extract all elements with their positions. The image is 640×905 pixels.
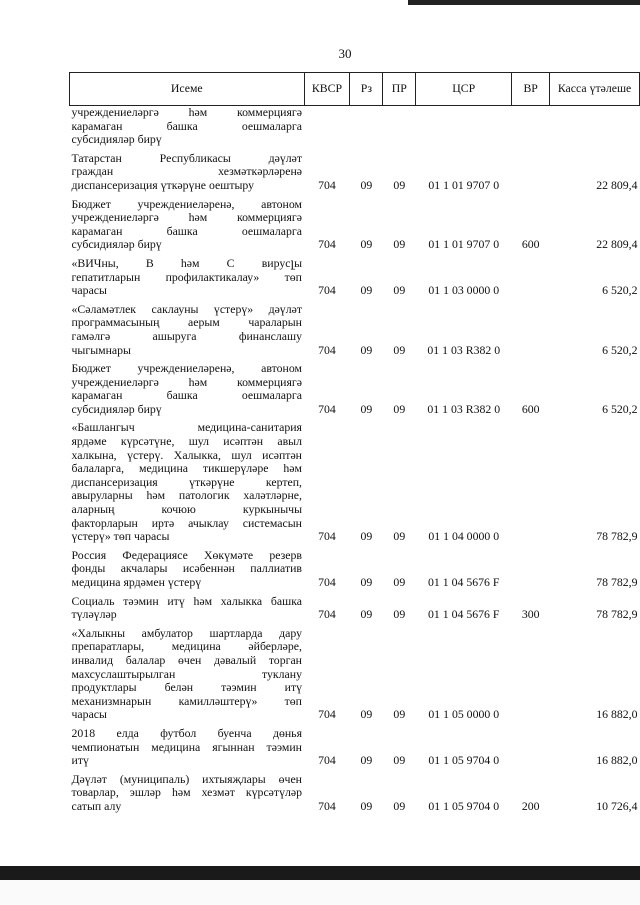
row-name-line: субсидияләр бирү — [71, 237, 162, 252]
row-csr: 01 1 01 9707 0 — [428, 177, 500, 192]
row-rz: 09 — [360, 401, 373, 416]
row-amount: 16 882,0 — [596, 753, 638, 768]
table-row — [70, 198, 640, 257]
row-csr — [416, 106, 512, 152]
table-row — [70, 257, 640, 303]
row-name-line: карамаган башка оешмаларга — [71, 223, 302, 238]
row-pr: 09 — [393, 707, 406, 722]
row-kvsr: 704 — [318, 798, 336, 813]
row-csr: 01 1 04 5676 F — [428, 575, 500, 589]
table-row — [70, 627, 640, 727]
row-name — [70, 549, 305, 595]
row-pr — [383, 106, 416, 152]
row-name-line: граждан хезмәткәрләренә — [71, 164, 302, 179]
row-vr — [512, 106, 550, 152]
row-rz: 09 — [360, 707, 373, 722]
row-pr: 09 — [393, 342, 406, 357]
header-rz: Рз — [350, 73, 383, 106]
row-pr: 09 — [393, 529, 406, 544]
row-rz: 09 — [360, 607, 373, 622]
row-csr: 01 1 03 R382 0 — [427, 342, 501, 357]
row-rz: 09 — [360, 342, 373, 357]
header-amount: Касса үтәлеше — [550, 73, 640, 106]
row-name-line: «Сәламәтлек саклауны үстерү» дәүләт — [71, 301, 302, 316]
row-name-line: инвалид балалар өчен дәвалый торган — [71, 652, 302, 667]
row-name — [70, 727, 305, 773]
table-row — [70, 727, 640, 773]
table-row — [70, 106, 640, 152]
row-pr: 09 — [393, 401, 406, 416]
row-name-line: чыгымнары — [71, 342, 131, 357]
budget-table — [69, 72, 640, 819]
row-name-line: гепатитларын профилактикалау» төп — [71, 269, 302, 284]
row-kvsr: 704 — [318, 342, 336, 357]
table-row — [70, 595, 640, 627]
row-csr: 01 1 01 9707 0 — [428, 237, 500, 252]
row-pr: 09 — [393, 798, 406, 813]
row-vr: 600 — [521, 237, 540, 252]
page-number: 30 — [338, 46, 352, 61]
row-vr — [512, 152, 550, 198]
row-amount: 10 726,4 — [596, 798, 638, 813]
row-name — [70, 106, 305, 152]
row-name-line: карамаган башка оешмаларга — [71, 388, 302, 403]
row-kvsr — [304, 106, 350, 152]
row-name — [70, 627, 305, 727]
row-pr: 09 — [393, 283, 406, 298]
row-name-line: механизмнарын камилләштерү» төп — [71, 693, 302, 708]
row-vr — [512, 303, 550, 362]
row-name-line: ярдәме күрсәтүне, шул исәптән авыл — [71, 434, 302, 449]
row-vr — [512, 549, 550, 595]
table-row — [70, 773, 640, 819]
row-name-line: субсидияләр бирү — [71, 401, 162, 416]
row-amount: 22 809,4 — [596, 237, 638, 252]
row-csr: 01 1 05 9704 0 — [428, 798, 500, 813]
row-name-line: карамаган башка оешмаларга — [71, 118, 302, 133]
row-name-line: медицина ярдәмен үстерү — [71, 575, 202, 589]
row-csr: 01 1 04 5676 F — [428, 607, 500, 622]
row-name-line: авыруларны һәм патологик халәтләрне, — [71, 488, 302, 503]
row-amount: 6 520,2 — [602, 401, 638, 416]
header-pr: ПР — [383, 73, 416, 106]
table-row — [70, 303, 640, 362]
row-kvsr: 704 — [318, 401, 336, 416]
row-name-line: чарасы — [71, 283, 107, 298]
row-name-line: фонды акчалары исәбеннән паллиатив — [71, 561, 302, 576]
row-name-line: учреждениеләргә һәм коммерциягә — [71, 210, 302, 225]
row-name-line: аларның кочюю куркынычы — [71, 502, 302, 517]
row-name-line: чемпионатын медицина ягыннан тәэмин — [71, 739, 302, 754]
row-name — [70, 257, 305, 303]
row-pr: 09 — [393, 237, 406, 252]
row-name-line: Дәүләт (муниципаль) ихтыяҗлары өчен — [71, 771, 302, 786]
row-rz: 09 — [360, 575, 373, 589]
row-name-line: «ВИЧны, В һәм С вирусլы — [71, 255, 302, 270]
row-rz: 09 — [360, 753, 373, 768]
row-name-line: субсидияләр бирү — [71, 132, 162, 147]
row-kvsr: 704 — [318, 177, 336, 192]
row-name — [70, 421, 305, 548]
row-name-line: учреждениеләргә һәм коммерциягә — [71, 374, 302, 389]
row-rz: 09 — [360, 798, 373, 813]
table-row — [70, 421, 640, 548]
table-row — [70, 362, 640, 421]
row-vr: 300 — [521, 607, 540, 622]
row-csr: 01 1 03 R382 0 — [427, 401, 501, 416]
row-name-line: чарасы — [71, 707, 107, 722]
row-amount: 22 809,4 — [596, 177, 638, 192]
row-name-line: «Башлангыч медицина-санитария — [71, 420, 302, 435]
row-csr: 01 1 05 9704 0 — [428, 753, 500, 768]
row-name-line: 2018 елда футбол буенча дөнья — [71, 725, 302, 740]
row-pr: 09 — [393, 607, 406, 622]
scan-edge-bottom — [0, 866, 640, 880]
row-name-line: халкына, үстерү. Халыкка, шул исәптән — [71, 447, 302, 462]
row-name — [70, 303, 305, 362]
row-name-line: факторларын иртә ачыклау системасын — [71, 515, 302, 530]
row-name-line: учреждениеләргә һәм коммерциягә — [71, 105, 302, 119]
row-name-line: гамәлгә ашыруга финанслашу — [71, 328, 302, 343]
row-amount: 6 520,2 — [602, 342, 638, 357]
row-name-line: үстерү» төп чарасы — [71, 529, 170, 544]
table-row — [70, 152, 640, 198]
row-amount — [550, 106, 640, 152]
header-csr: ЦСР — [416, 73, 512, 106]
row-vr: 600 — [521, 401, 540, 416]
row-name-line: Бюджет учреждениеләренә, автоном — [71, 196, 302, 211]
row-kvsr: 704 — [318, 575, 336, 589]
row-rz: 09 — [360, 529, 373, 544]
row-pr: 09 — [393, 575, 406, 589]
row-name-line: «Халыкны амбулатор шартларда дару — [71, 625, 302, 640]
row-kvsr: 704 — [318, 707, 336, 722]
row-amount: 16 882,0 — [596, 707, 638, 722]
scan-edge-margin — [0, 880, 640, 905]
row-vr: 200 — [521, 798, 540, 813]
row-amount: 78 782,9 — [596, 607, 638, 622]
row-rz: 09 — [360, 237, 373, 252]
row-amount: 78 782,9 — [596, 529, 638, 544]
row-name-line: түләүләр — [71, 607, 117, 622]
table-header-row — [70, 73, 640, 106]
scan-edge-top — [408, 0, 640, 5]
row-csr: 01 1 04 0000 0 — [428, 529, 500, 544]
row-kvsr: 704 — [318, 237, 336, 252]
row-kvsr: 704 — [318, 607, 336, 622]
row-pr: 09 — [393, 753, 406, 768]
row-kvsr: 704 — [318, 529, 336, 544]
row-vr — [512, 421, 550, 548]
row-name-line: диспансеризация үткәрүне оештыру — [71, 177, 255, 192]
row-name — [70, 152, 305, 198]
row-name-line: сатып алу — [71, 798, 122, 813]
row-name-line: диспансеризация үткәрүне кертеп, — [71, 474, 302, 489]
table-row — [70, 549, 640, 595]
header-vr: ВР — [512, 73, 550, 106]
row-name — [70, 198, 305, 257]
row-name-line: балаларга, медицина тикшерүләре һәм — [71, 461, 302, 476]
table-body — [70, 106, 640, 819]
row-csr: 01 1 03 0000 0 — [428, 283, 500, 298]
row-name-line: Социаль тәэмин итү һәм халыкка башка — [71, 593, 302, 608]
row-name-line: товарлар, эшләр һәм хезмәт күрсәтүләр — [71, 785, 302, 800]
row-name-line: Бюджет учреждениеләренә, автоном — [71, 361, 302, 376]
row-name-line: продуктлары белән тәэмин итү — [71, 680, 302, 695]
row-name-line: махсуслаштырылган туклану — [71, 666, 302, 681]
row-name-line: Татарстан Республикасы дәүләт — [71, 150, 302, 165]
row-csr: 01 1 05 0000 0 — [428, 707, 500, 722]
row-kvsr: 704 — [318, 283, 336, 298]
row-vr — [512, 257, 550, 303]
row-name — [70, 362, 305, 421]
row-name-line: Россия Федерациясе Хөкүмәте резерв — [71, 547, 302, 562]
header-kvsr: КВСР — [304, 73, 350, 106]
row-vr — [512, 627, 550, 727]
row-rz — [350, 106, 383, 152]
row-amount: 78 782,9 — [596, 575, 638, 589]
row-name — [70, 773, 305, 819]
row-name-line: итү — [71, 753, 89, 768]
row-vr — [512, 727, 550, 773]
row-name — [70, 595, 305, 627]
row-name-line: программасының аерым чараларын — [71, 315, 302, 330]
row-pr: 09 — [393, 177, 406, 192]
row-amount: 6 520,2 — [602, 283, 638, 298]
row-name-line: препаратлары, медицина әйберләре, — [71, 639, 302, 654]
row-kvsr: 704 — [318, 753, 336, 768]
row-rz: 09 — [360, 177, 373, 192]
row-rz: 09 — [360, 283, 373, 298]
header-name: Исеме — [70, 73, 305, 106]
